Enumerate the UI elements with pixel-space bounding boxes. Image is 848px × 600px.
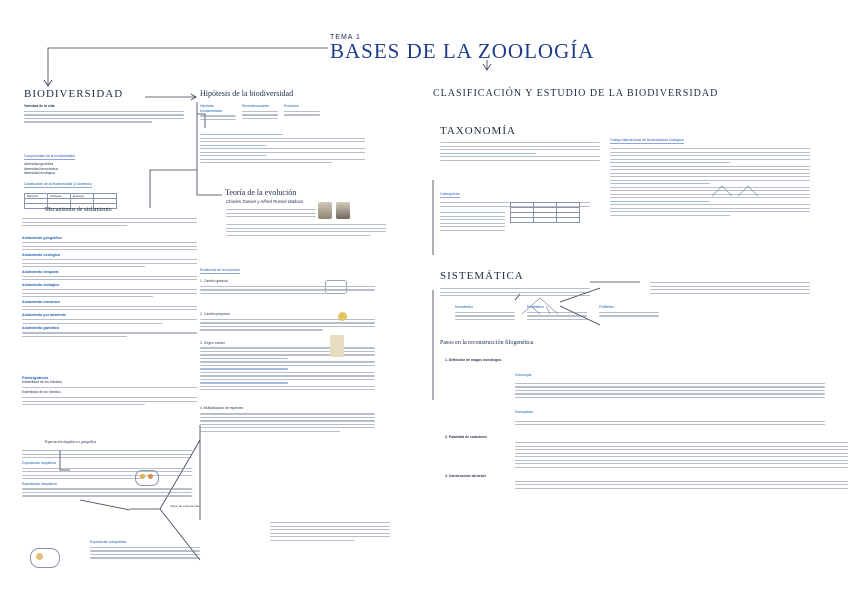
- speciation-block: [22, 448, 192, 499]
- components-block: [24, 144, 134, 176]
- biodiversidad-title: BIODIVERSIDAD: [24, 88, 124, 100]
- component-item: diversidad genética: [24, 162, 54, 166]
- postzygotic-block: [22, 375, 197, 408]
- shell-drawing: [338, 312, 347, 321]
- component-item: diversidad taxonómica: [24, 166, 58, 171]
- isolation-item: Aislamiento por ambiente: [22, 312, 66, 317]
- types-label: Tipos de especiación: [170, 504, 200, 508]
- components-title: Componentes de la biodiversidad:: [24, 154, 76, 158]
- tema-label: TEMA 1: [330, 34, 361, 41]
- speciation-title: Especiación alopátrica o geográfica: [45, 440, 97, 444]
- step-item: 2. Polaridad de caracteres: [445, 435, 488, 440]
- speciation-diagram: [135, 470, 159, 486]
- wallace-portrait: [336, 202, 350, 219]
- isolation-item: Aislamiento etológico: [22, 282, 60, 287]
- clasificacion-title: CLASIFICACIÓN Y ESTUDIO DE LA BIODIVERSIDAD: [433, 88, 719, 99]
- steps-title: Pasos en la reconstrucción filogenética: [440, 340, 534, 346]
- homology-label: Homoplasia: [515, 410, 533, 415]
- isolation-item: Aislamiento gamético: [22, 326, 60, 331]
- evidence-item: 2. Cambio perpetuo: [200, 312, 230, 317]
- isolation-item: Aislamiento ecológico: [22, 252, 61, 257]
- categories-table: [510, 202, 580, 223]
- group-label: Polifilético: [599, 305, 615, 309]
- groups-right: [650, 280, 810, 296]
- evolution-authors: Charles Darwin y Alfred Russel Wallace: [226, 199, 304, 204]
- parapatric-diagram: [30, 548, 60, 568]
- table-header: Eukarya: [71, 194, 94, 199]
- evidence-item: 3. Origen común: [200, 340, 226, 345]
- adaptive-radiation: [270, 520, 390, 543]
- classification-title: Clasificación de la biodiversidad (3 dominios): [24, 182, 92, 186]
- isolation-item: Aislamiento temporal: [22, 269, 59, 274]
- hypothesis-item: Reconstrucciones: [242, 104, 269, 108]
- homology-label: Homología: [515, 372, 532, 377]
- isolation-item: Aislamiento geográfico: [22, 236, 62, 240]
- isolation-list: [22, 236, 197, 339]
- group-label: Monofilético: [455, 305, 474, 309]
- hypothesis-details: [200, 132, 365, 166]
- fossil-drawing: [325, 280, 347, 294]
- steps-block: [445, 358, 825, 491]
- taxonomy-text: [440, 140, 600, 163]
- evidence-item: 1. Cambio gradual: [200, 279, 228, 283]
- evidence-block: [200, 258, 375, 434]
- postzygotic-item: Inviabilidad de los híbridos: [22, 380, 62, 384]
- isolation-title: Mecanismos de aislamiento: [45, 207, 112, 213]
- cladogram-icon: [520, 296, 560, 316]
- code-title: Código Internacional de Nomenclatura Zoológica: [610, 138, 684, 142]
- taxonomia-title: TAXONOMÍA: [440, 125, 516, 137]
- evolution-title: Teoría de la evolución: [225, 188, 297, 197]
- concept-label: Variedad de la vida: [24, 104, 55, 108]
- speciation-type: Especiación alopátrica: [22, 460, 56, 465]
- step-item: 3. Construcción del árbol: [445, 473, 486, 478]
- parapatric-block: [90, 540, 200, 561]
- evidence-item: 4. Multiplicación de especies: [200, 406, 244, 411]
- table-header: Archaea: [48, 194, 71, 199]
- speciation-type: Especiación parapátrica: [90, 540, 127, 544]
- postzygotic-item: Esterilidad de los híbridos: [22, 390, 61, 395]
- isolation-intro: [22, 216, 197, 229]
- systematics-text: [440, 286, 590, 299]
- hypothesis-title: Hipótesis de la biodiversidad: [200, 89, 294, 98]
- evidence-title: Evidencias de la evolución: [200, 268, 240, 272]
- hypothesis-item: Hipótesis fundamentales: [200, 104, 223, 113]
- page-title: BASES DE LA ZOOLOGÍA: [330, 39, 595, 63]
- classification-block: [24, 172, 184, 209]
- postzygotic-title: Postcigóticos: [22, 375, 49, 380]
- sistematica-title: SISTEMÁTICA: [440, 270, 524, 282]
- groups-row: [455, 305, 755, 322]
- evolution-points: [226, 222, 386, 238]
- hypothesis-item: Evolución: [284, 104, 299, 108]
- isolation-item: Aislamiento mecánico: [22, 299, 60, 304]
- categories-title: Categorías: [440, 191, 460, 196]
- speciation-type: Especiación simpátrica: [22, 481, 57, 486]
- skeleton-drawing: [330, 335, 344, 357]
- taxonomy-diagram: [710, 182, 760, 198]
- darwin-portrait: [318, 202, 332, 219]
- hypothesis-list: [200, 104, 320, 122]
- step-item: 1. Definición de rasgos homólogos: [445, 358, 502, 362]
- page-header: [330, 34, 594, 62]
- table-header: Bacteria: [25, 194, 48, 199]
- biodiversidad-concept: [24, 104, 184, 125]
- component-item: diversidad ecológica: [24, 171, 55, 176]
- nomenclature-text: [440, 210, 505, 233]
- group-label: Parafilético: [527, 305, 544, 309]
- evolution-text: [226, 207, 316, 220]
- code-block: [610, 128, 810, 218]
